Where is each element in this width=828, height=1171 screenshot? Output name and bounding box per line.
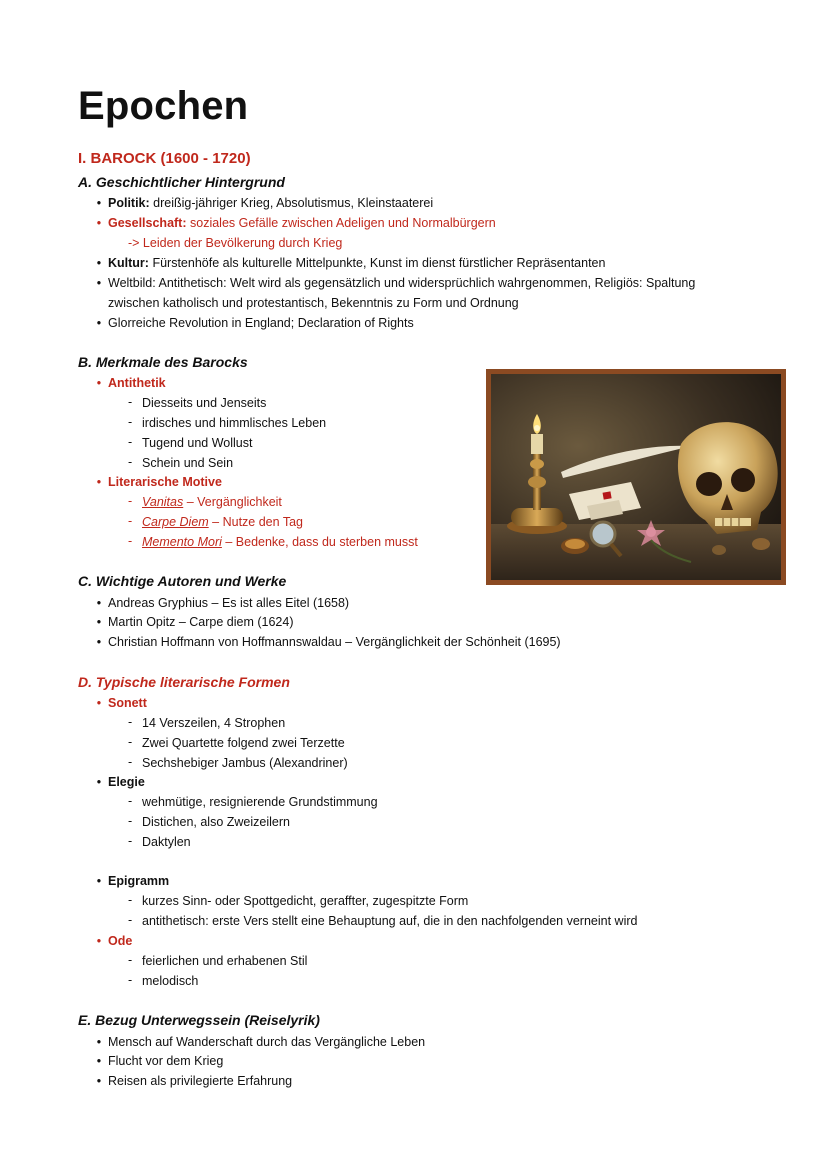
list-item xyxy=(108,253,605,273)
list-item: kurzes Sinn- oder Spottgedicht, geraffter, zugespitzte Form xyxy=(142,894,469,908)
list-item: Mensch auf Wanderschaft durch das Vergängliche Leben xyxy=(108,1035,426,1049)
dash: - xyxy=(128,913,133,927)
heading-d: D. Typische literarische Formen xyxy=(78,674,290,690)
dash: - xyxy=(128,814,133,828)
dash: - xyxy=(128,455,133,469)
bullet: • xyxy=(96,635,102,649)
item-text: dreißig-jähriger Krieg, Absolutismus, Kleinstaaterei xyxy=(149,196,434,210)
heading-a: A. Geschichtlicher Hintergrund xyxy=(78,174,285,190)
epigramm-label: Epigramm xyxy=(108,874,170,888)
list-item: antithetisch: erste Vers stellt eine Behauptung auf, die in den nachfolgenden verneint wird xyxy=(142,914,638,928)
item-text: soziales Gefälle zwischen Adeligen und Normalbürgern xyxy=(186,216,496,230)
list-item: Tugend und Wollust xyxy=(142,436,253,450)
heading-e: E. Bezug Unterwegssein (Reiselyrik) xyxy=(78,1012,320,1028)
bullet: • xyxy=(96,696,102,710)
bullet: • xyxy=(96,1054,102,1068)
motive-desc: – Nutze den Tag xyxy=(208,515,303,529)
item-text: Fürstenhöfe als kulturelle Mittelpunkte, Kunst im dienst fürstlicher Repräsentanten xyxy=(148,256,606,270)
bullet: • xyxy=(96,196,102,210)
dash: - xyxy=(128,893,133,907)
list-item: wehmütige, resignierende Grundstimmung xyxy=(142,795,378,809)
list-item: irdisches und himmlisches Leben xyxy=(142,416,327,430)
bullet: • xyxy=(96,934,102,948)
bullet: • xyxy=(96,216,102,230)
motive-item xyxy=(142,512,303,532)
motive-term: Carpe Diem xyxy=(142,515,209,529)
list-item: Martin Opitz – Carpe diem (1624) xyxy=(108,615,294,629)
list-item: feierlichen und erhabenen Stil xyxy=(142,954,308,968)
bullet: • xyxy=(96,256,102,270)
list-item: 14 Verszeilen, 4 Strophen xyxy=(142,716,286,730)
bullet: • xyxy=(96,376,102,390)
watch xyxy=(561,538,589,554)
dash: - xyxy=(128,973,133,987)
list-item: Reisen als privilegierte Erfahrung xyxy=(108,1074,293,1088)
list-item: Christian Hoffmann von Hoffmannswaldau – Vergänglichkeit der Schönheit (1695) xyxy=(108,635,561,649)
heading-c: C. Wichtige Autoren und Werke xyxy=(78,573,287,589)
elegie-label: Elegie xyxy=(108,775,145,789)
walnut xyxy=(752,538,770,550)
item-label: Gesellschaft: xyxy=(108,216,187,230)
list-item xyxy=(108,193,433,213)
dash: - xyxy=(128,953,133,967)
bullet: • xyxy=(96,316,102,330)
dash: - xyxy=(128,794,133,808)
bullet: • xyxy=(96,596,102,610)
page-title: Epochen xyxy=(78,84,249,128)
list-item: Diesseits und Jenseits xyxy=(142,396,267,410)
motive-label: Literarische Motive xyxy=(108,475,222,489)
motive-item xyxy=(142,532,418,552)
sonett-label: Sonett xyxy=(108,696,147,710)
list-item: Glorreiche Revolution in England; Declaration of Rights xyxy=(108,316,414,330)
list-item: Schein und Sein xyxy=(142,456,234,470)
motive-item xyxy=(142,492,282,512)
item-continuation: -> Leiden der Bevölkerung durch Krieg xyxy=(128,236,343,250)
motive-desc: – Bedenke, dass du sterben musst xyxy=(221,535,418,549)
heading-b: B. Merkmale des Barocks xyxy=(78,354,248,370)
bullet: • xyxy=(96,615,102,629)
list-item: Sechshebiger Jambus (Alexandriner) xyxy=(142,756,348,770)
ode-label: Ode xyxy=(108,934,133,948)
dash: - xyxy=(128,494,133,508)
vanitas-painting xyxy=(486,369,786,585)
list-item: Flucht vor dem Krieg xyxy=(108,1054,224,1068)
dash: - xyxy=(128,435,133,449)
bullet: • xyxy=(96,1074,102,1088)
still-life-illustration xyxy=(491,374,781,580)
dash: - xyxy=(128,755,133,769)
list-item: Distichen, also Zweizeilern xyxy=(142,815,290,829)
motive-term: Vanitas xyxy=(142,495,184,509)
bullet: • xyxy=(96,1035,102,1049)
dash: - xyxy=(128,395,133,409)
item-label: Kultur: xyxy=(108,256,149,270)
motive-term: Memento Mori xyxy=(142,535,222,549)
list-item: melodisch xyxy=(142,974,199,988)
section-heading: I. BAROCK (1600 - 1720) xyxy=(78,150,251,167)
dash: - xyxy=(128,514,133,528)
dash: - xyxy=(128,415,133,429)
bullet: • xyxy=(96,874,102,888)
bullet: • xyxy=(96,775,102,789)
list-item: Daktylen xyxy=(142,835,191,849)
list-item xyxy=(108,213,496,233)
list-item: Zwei Quartette folgend zwei Terzette xyxy=(142,736,345,750)
dash: - xyxy=(128,735,133,749)
bullet: • xyxy=(96,276,102,290)
item-label: Politik: xyxy=(108,196,150,210)
motive-desc: – Vergänglichkeit xyxy=(183,495,282,509)
list-item: Weltbild: Antithetisch: Welt wird als gegensätzlich und widersprüchlich wahrgenommen, Religiös: Spaltung xyxy=(108,276,696,290)
dash: - xyxy=(128,534,133,548)
dash: - xyxy=(128,715,133,729)
dash: - xyxy=(128,834,133,848)
walnut xyxy=(712,545,726,555)
item-continuation: zwischen katholisch und protestantisch, Bekenntnis zu Form und Ordnung xyxy=(108,296,519,310)
antithetik-label: Antithetik xyxy=(108,376,166,390)
list-item: Andreas Gryphius – Es ist alles Eitel (1658) xyxy=(108,596,350,610)
bullet: • xyxy=(96,475,102,489)
